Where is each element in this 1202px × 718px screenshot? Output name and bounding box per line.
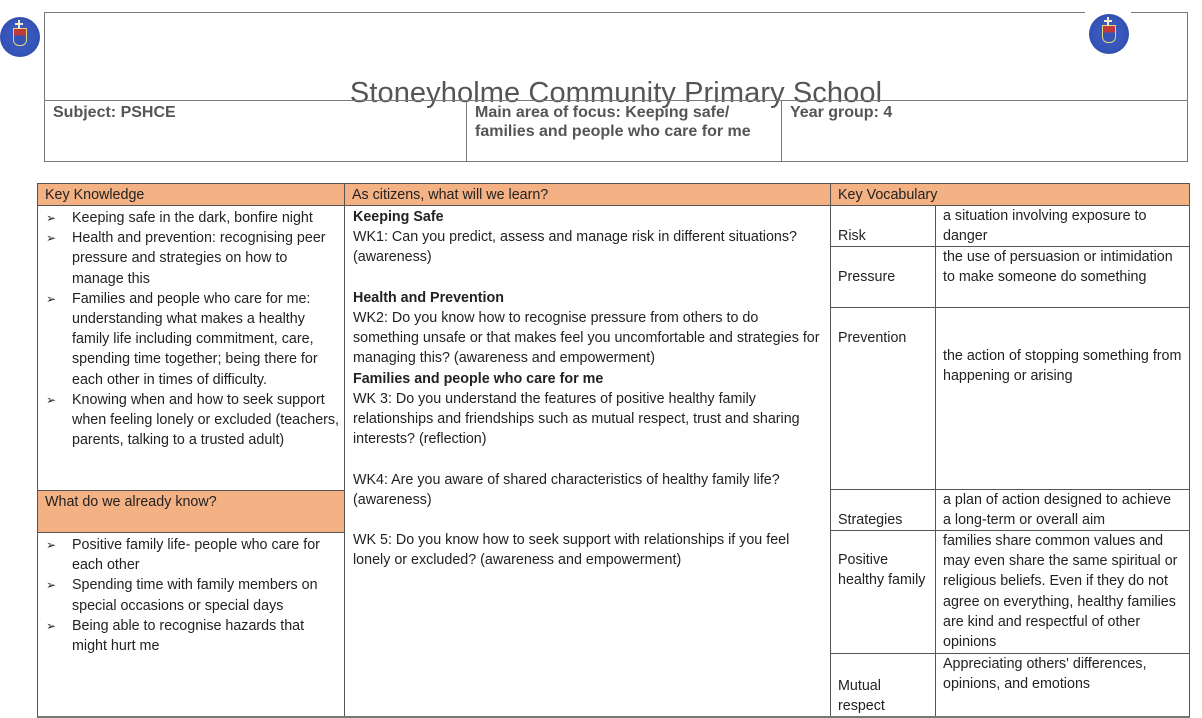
school-logo-left bbox=[0, 17, 40, 57]
vocab-term: Mutual respect bbox=[831, 654, 936, 716]
key-knowledge-list bbox=[38, 206, 344, 450]
vocab-term: Strategies bbox=[831, 490, 936, 530]
vocab-definition: Appreciating others' differences, opinions, and emotions bbox=[943, 656, 1147, 693]
list-item: ➢ Families and people who care for me: understanding what makes a healthy family life including commitment, care, spending time together; being there for each other in times of difficulty. bbox=[46, 290, 318, 388]
vocab-row bbox=[831, 531, 1189, 654]
arrow-bullet-icon: ➢ bbox=[46, 392, 57, 407]
vocab-definition: a situation involving exposure to danger bbox=[943, 208, 1147, 245]
vocab-term: Risk bbox=[831, 206, 936, 246]
vocabulary-header: Key Vocabulary bbox=[831, 184, 1189, 206]
spacer bbox=[353, 449, 822, 469]
vocab-row bbox=[831, 247, 1189, 308]
focus-label: Main area of focus: Keeping safe/ families and people who care for me bbox=[466, 101, 781, 161]
arrow-bullet-icon: ➢ bbox=[46, 231, 57, 246]
vocab-row bbox=[831, 490, 1189, 531]
key-knowledge-column bbox=[38, 184, 344, 716]
section-heading-health: Health and Prevention bbox=[353, 289, 504, 306]
list-item: ➢ Keeping safe in the dark, bonfire night bbox=[38, 208, 344, 228]
list-item: ➢ Health and prevention: recognising peer pressure and strategies on how to manage this bbox=[46, 230, 326, 287]
header-info-row bbox=[45, 100, 1187, 161]
vocab-row bbox=[831, 654, 1189, 716]
list-item: ➢ Being able to recognise hazards that might hurt me bbox=[46, 617, 305, 655]
wk4-question: WK4: Are you aware of shared characteristics of healthy family life? (awareness) bbox=[353, 471, 780, 508]
wk3-question: WK 3: Do you understand the features of positive healthy family relationships and friendships such as mutual respect, trust and sharing interests? (reflection) bbox=[353, 390, 800, 448]
year-group-label: Year group: 4 bbox=[781, 101, 1187, 161]
list-item: ➢ Knowing when and how to seek support when feeling lonely or excluded (teachers, parents, talking to a trusted adult) bbox=[46, 391, 340, 449]
vocab-term: Pressure bbox=[831, 247, 936, 307]
arrow-bullet-icon: ➢ bbox=[46, 618, 57, 633]
knowledge-organiser-table bbox=[37, 183, 1190, 718]
crest-icon bbox=[13, 28, 27, 46]
crest-icon bbox=[1102, 25, 1116, 43]
key-knowledge-header: Key Knowledge bbox=[38, 184, 344, 206]
citizens-column bbox=[344, 184, 830, 716]
wk2-question: WK2: Do you know how to recognise pressure from others to do something unsafe or that makes feel you uncomfortable and strategies for managing this? (awareness and empowerment) bbox=[353, 310, 820, 367]
citizens-header: As citizens, what will we learn? bbox=[345, 184, 830, 206]
section-heading-keeping-safe: Keeping Safe bbox=[353, 209, 444, 225]
key-knowledge-body bbox=[38, 206, 344, 491]
section-heading-families: Families and people who care for me bbox=[353, 370, 604, 387]
vocab-definition: the use of persuasion or intimidation to make someone do something bbox=[943, 249, 1173, 286]
vocab-row bbox=[831, 206, 1189, 247]
list-item: ➢ Positive family life- people who care for each other bbox=[46, 537, 320, 574]
already-know-list bbox=[38, 533, 344, 656]
vocab-definition: the action of stopping something from happening or arising bbox=[943, 348, 1182, 385]
wk5-question: WK 5: Do you know how to seek support with relationships if you feel lonely or excluded? (awareness and empowerment) bbox=[353, 532, 790, 569]
already-know-header: What do we already know? bbox=[38, 491, 344, 533]
spacer bbox=[353, 268, 822, 288]
arrow-bullet-icon: ➢ bbox=[46, 578, 57, 593]
vocab-row bbox=[831, 308, 1189, 490]
vocabulary-column bbox=[830, 184, 1189, 716]
header-box bbox=[44, 12, 1188, 162]
vocab-definition: families share common values and may even share the same spiritual or religious beliefs. Even if they do not agree on everything, healthy families are kind and respectful of other opinions bbox=[943, 533, 1178, 651]
spacer bbox=[353, 510, 822, 530]
vocab-definition: a plan of action designed to achieve a long-term or overall aim bbox=[943, 492, 1172, 529]
vocab-term: Positive healthy family bbox=[831, 531, 936, 653]
arrow-bullet-icon: ➢ bbox=[46, 538, 57, 552]
vocab-term: Prevention bbox=[831, 308, 936, 489]
subject-label: Subject: PSHCE bbox=[53, 104, 176, 121]
citizens-content bbox=[345, 206, 830, 572]
school-logo-right bbox=[1089, 14, 1129, 54]
arrow-bullet-icon: ➢ bbox=[46, 291, 57, 306]
list-item: ➢ Spending time with family members on special occasions or special days bbox=[46, 577, 318, 614]
school-title: Stoneyholme Community Primary School bbox=[349, 77, 883, 109]
wk1-question: WK1: Can you predict, assess and manage risk in different situations? (awareness) bbox=[353, 229, 797, 266]
arrow-bullet-icon: ➢ bbox=[46, 211, 57, 225]
